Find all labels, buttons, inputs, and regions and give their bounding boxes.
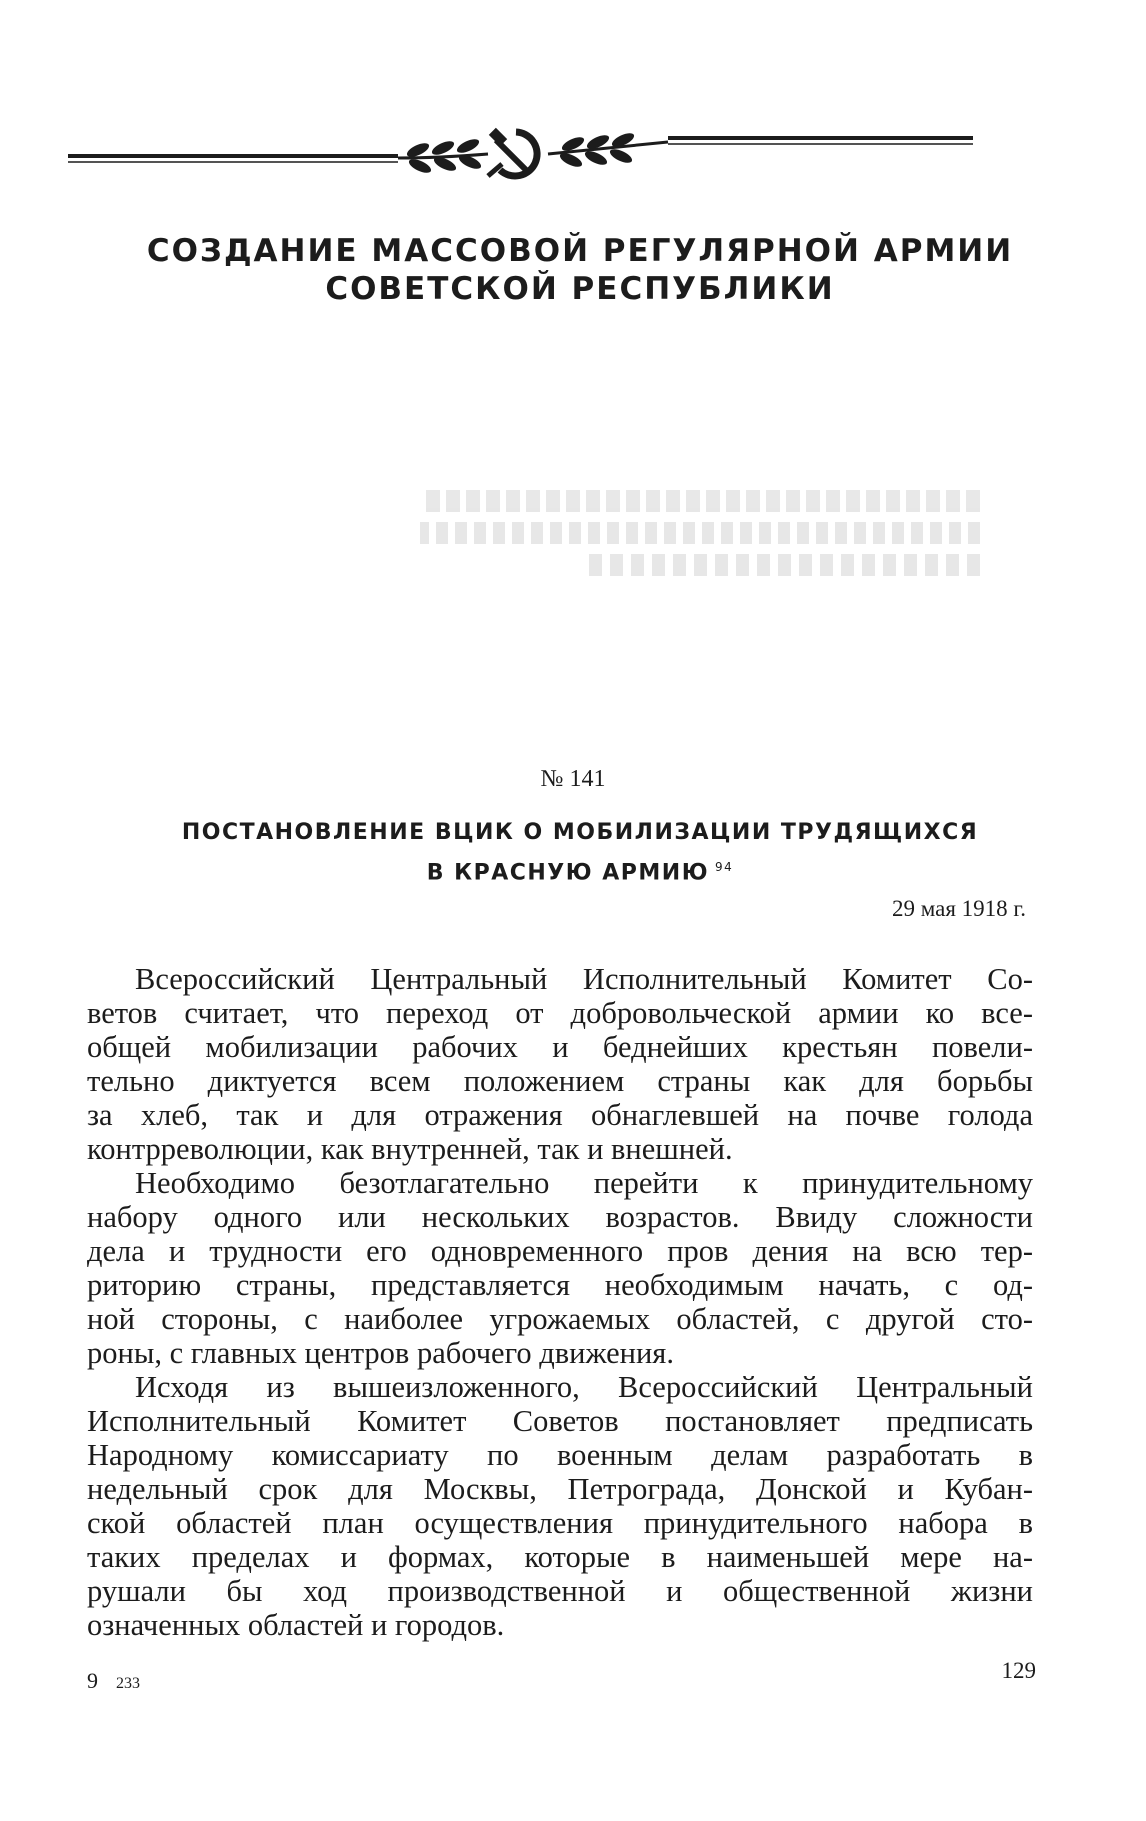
section-title-line-1: СОЗДАНИЕ МАССОВОЙ РЕГУЛЯРНОЙ АРМИИ bbox=[146, 233, 1014, 269]
body-line: риторию страны, представляется необходимым начать, с од- bbox=[87, 1268, 1033, 1302]
body-line: ской областей план осуществления принудительного набора в bbox=[87, 1506, 1033, 1540]
hammer-sickle-ornament bbox=[68, 118, 973, 190]
page-number: 129 bbox=[1001, 1658, 1036, 1683]
document-title-line-1: ПОСТАНОВЛЕНИЕ ВЦИК О МОБИЛИЗАЦИИ ТРУДЯЩИХСЯ bbox=[181, 820, 979, 845]
footnote-reference: 94 bbox=[715, 860, 734, 874]
body-line: за хлеб, так и для отражения обнаглевшей на почве голода bbox=[87, 1098, 1033, 1132]
body-line: тельно диктуется всем положением страны как для борьбы bbox=[87, 1064, 1033, 1098]
document-title-text: В КРАСНУЮ АРМИЮ bbox=[426, 860, 710, 886]
document-date: 29 мая 1918 г. bbox=[891, 896, 1026, 921]
body-line: Необходимо безотлагательно перейти к принудительному bbox=[135, 1166, 1033, 1200]
laurel-left-icon bbox=[398, 136, 488, 175]
body-line: роны, с главных центров рабочего движения. bbox=[87, 1336, 674, 1370]
document-title-line-2 bbox=[80, 850, 1080, 890]
bleed-through-block bbox=[420, 480, 980, 630]
body-line: Исполнительный Комитет Советов постановляет предписать bbox=[87, 1404, 1033, 1438]
section-title-line-2: СОВЕТСКОЙ РЕСПУБЛИКИ bbox=[325, 271, 835, 307]
signature-mark: 233 bbox=[116, 1675, 140, 1692]
hammer-sickle-icon bbox=[488, 128, 537, 176]
footer-signature bbox=[87, 1668, 140, 1694]
document-number: № 141 bbox=[540, 766, 606, 792]
laurel-right-icon bbox=[548, 130, 668, 169]
body-line: набору одного или нескольких возрастов. Ввиду сложности bbox=[87, 1200, 1033, 1234]
body-line: контрреволюции, как внутренней, так и внешней. bbox=[87, 1132, 733, 1166]
body-line: недельный срок для Москвы, Петрограда, Донской и Кубан- bbox=[87, 1472, 1033, 1506]
body-line: Исходя из вышеизложенного, Всероссийский Центральный bbox=[135, 1370, 1033, 1404]
body-line: Народному комиссариату по военным делам разработать в bbox=[87, 1438, 1033, 1472]
body-line: дела и трудности его одновременного пров дения на всю тер- bbox=[87, 1234, 1033, 1268]
sheet-number: 9 bbox=[87, 1668, 98, 1693]
body-line: Всероссийский Центральный Исполнительный Комитет Со- bbox=[135, 962, 1033, 996]
body-line: ной стороны, с наиболее угрожаемых областей, с другой сто- bbox=[87, 1302, 1033, 1336]
body-line: общей мобилизации рабочих и беднейших крестьян повели- bbox=[87, 1030, 1033, 1064]
body-line: таких пределах и формах, которые в наименьшей мере на- bbox=[87, 1540, 1033, 1574]
body-line: ветов считает, что переход от добровольческой армии ко все- bbox=[87, 996, 1033, 1030]
body-line: рушали бы ход производственной и общественной жизни bbox=[87, 1574, 1033, 1608]
body-line: означенных областей и городов. bbox=[87, 1608, 505, 1642]
